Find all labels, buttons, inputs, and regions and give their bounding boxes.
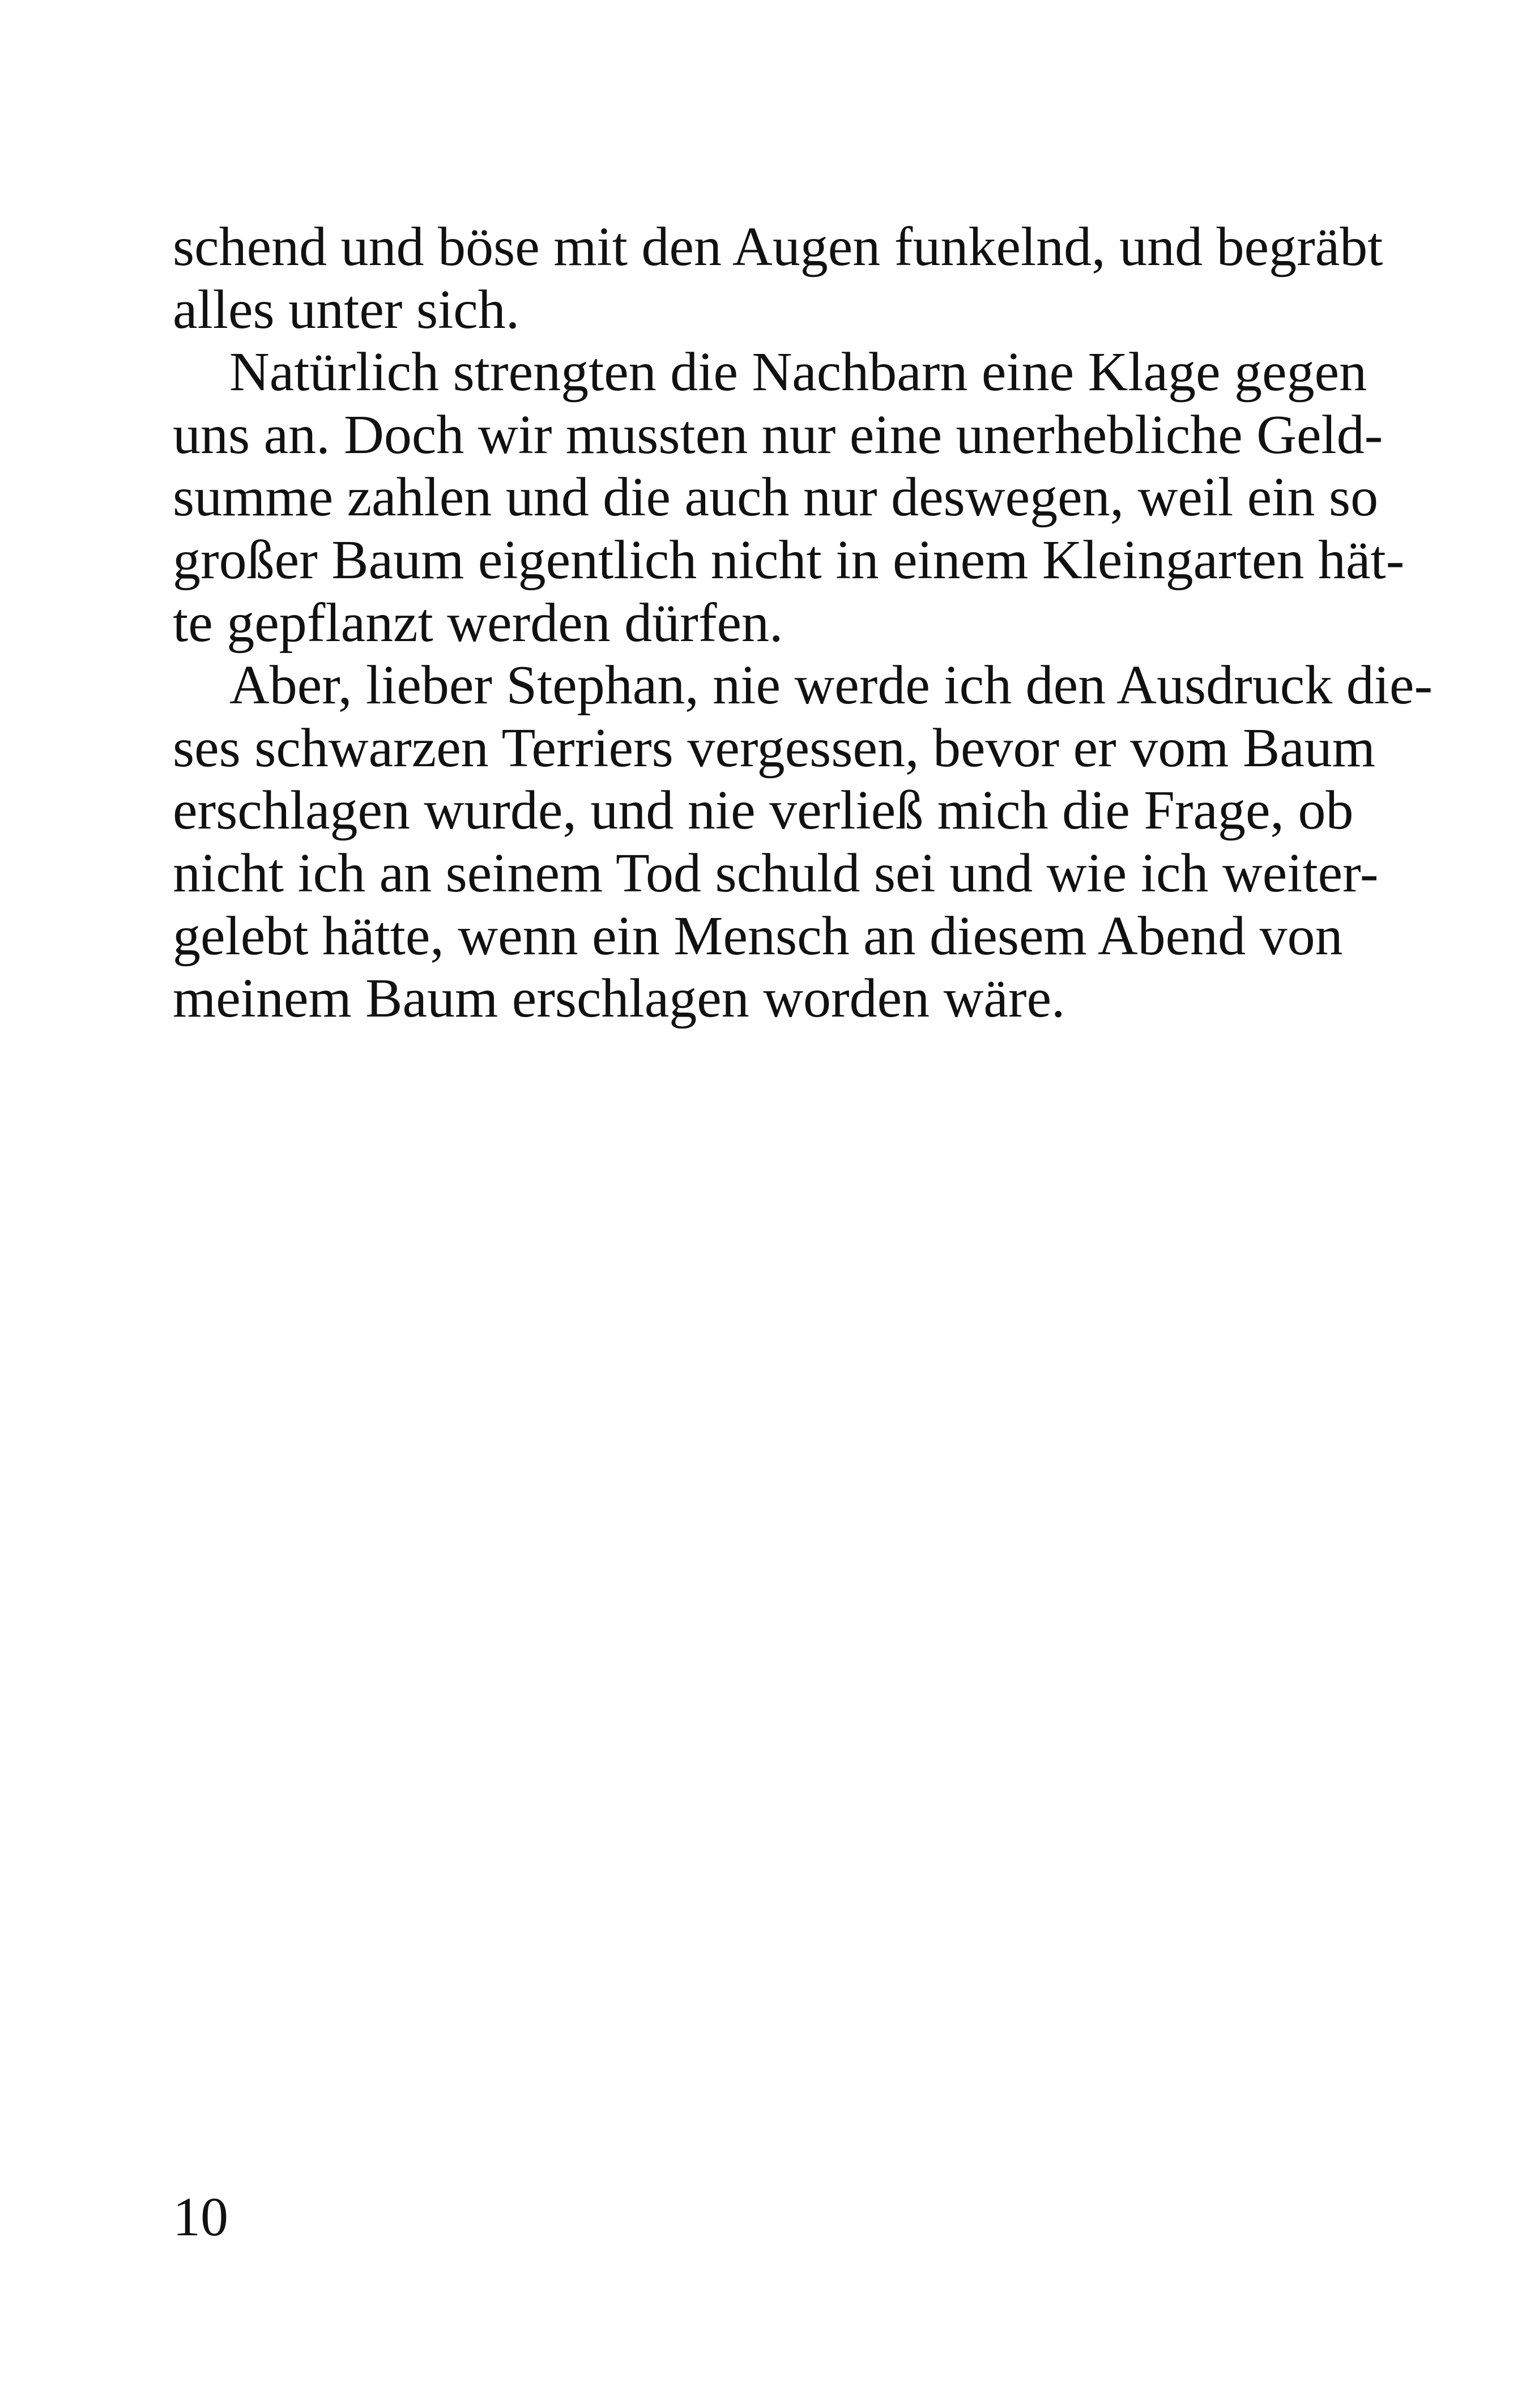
- body-text: [173, 216, 1433, 1030]
- text-line: großer Baum eigentlich nicht in einem Kleingarten hät-: [173, 529, 1405, 591]
- page-number: 10: [173, 2187, 228, 2248]
- text-line: gelebt hätte, wenn ein Mensch an diesem Abend von: [173, 905, 1343, 967]
- paragraph-first-line: Natürlich strengten die Nachbarn eine Klage gegen: [229, 341, 1367, 403]
- text-line: te gepflanzt werden dürfen.: [173, 592, 783, 654]
- text-line: ses schwarzen Terriers vergessen, bevor er vom Baum: [173, 717, 1376, 779]
- text-line: meinem Baum erschlagen worden wäre.: [173, 968, 1065, 1030]
- paragraph-first-line: Aber, lieber Stephan, nie werde ich den Ausdruck die-: [229, 655, 1433, 716]
- text-line: erschlagen wurde, und nie verließ mich die Frage, ob: [173, 780, 1354, 842]
- text-line: schend und böse mit den Augen funkelnd, und begräbt: [173, 216, 1383, 277]
- text-line: uns an. Doch wir mussten nur eine unerhebliche Geld-: [173, 404, 1383, 466]
- text-line: summe zahlen und die auch nur deswegen, weil ein so: [173, 467, 1379, 528]
- text-line: alles unter sich.: [173, 279, 520, 340]
- text-line: nicht ich an seinem Tod schuld sei und wie ich weiter-: [173, 842, 1379, 904]
